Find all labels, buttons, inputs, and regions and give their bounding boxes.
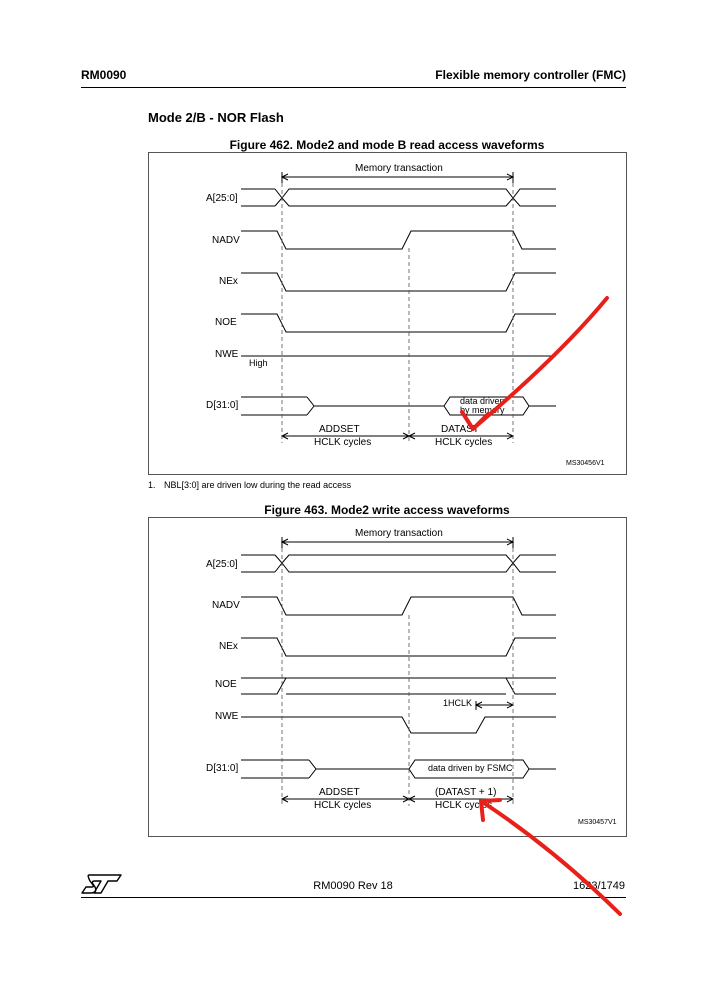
- data-label: data driven: [460, 396, 505, 406]
- signal-label: NOE: [215, 317, 237, 328]
- signal-label: NEx: [219, 276, 238, 287]
- addset-sub-label: HCLK cycles: [314, 437, 372, 448]
- memory-transaction-label: Memory transaction: [355, 528, 443, 539]
- addset-label: ADDSET: [319, 424, 360, 435]
- signal-label: NOE: [215, 679, 237, 690]
- figure-462-title: Figure 462. Mode2 and mode B read access waveforms: [229, 138, 545, 152]
- page-number: 1623/1749: [573, 880, 625, 892]
- annotation-arrow: [484, 803, 620, 914]
- datast-sub-label: HCLK cycles: [435, 437, 493, 448]
- note-text: NBL[3:0] are driven low during the read access: [164, 480, 352, 490]
- memory-transaction-label: Memory transaction: [355, 163, 443, 174]
- addset-sub-label: HCLK cycles: [314, 800, 372, 811]
- signal-label: D[31:0]: [206, 400, 239, 411]
- footer-revision: RM0090 Rev 18: [313, 880, 393, 892]
- signal-label: NEx: [219, 641, 238, 652]
- signal-label: NWE: [215, 349, 239, 360]
- doc-id-header: RM0090: [81, 68, 127, 82]
- signal-label: NADV: [212, 235, 240, 246]
- signal-label: NADV: [212, 600, 240, 611]
- datast-label: DATAST: [441, 424, 479, 435]
- data-label: data driven by FSMC: [428, 763, 513, 773]
- addset-label: ADDSET: [319, 787, 360, 798]
- signal-label: NWE: [215, 711, 239, 722]
- note-number: 1.: [148, 480, 156, 490]
- signal-label: A[25:0]: [206, 193, 238, 204]
- figure-463-title: Figure 463. Mode2 write access waveforms: [264, 503, 510, 517]
- signal-label: D[31:0]: [206, 763, 239, 774]
- datast-label: (DATAST + 1): [435, 787, 497, 798]
- datast-sub-label: HCLK cycles: [435, 800, 493, 811]
- figure-code: MS30456V1: [566, 460, 605, 467]
- figure-code: MS30457V1: [578, 819, 617, 826]
- annotation-arrow: [462, 412, 488, 429]
- section-title: Mode 2/B - NOR Flash: [148, 110, 284, 125]
- signal-label: A[25:0]: [206, 559, 238, 570]
- data-label: by memory: [460, 405, 505, 415]
- hclk-label: 1HCLK: [443, 698, 473, 708]
- nwe-level-label: High: [249, 358, 268, 368]
- chapter-title-header: Flexible memory controller (FMC): [435, 68, 626, 82]
- annotation-arrow: [475, 298, 607, 427]
